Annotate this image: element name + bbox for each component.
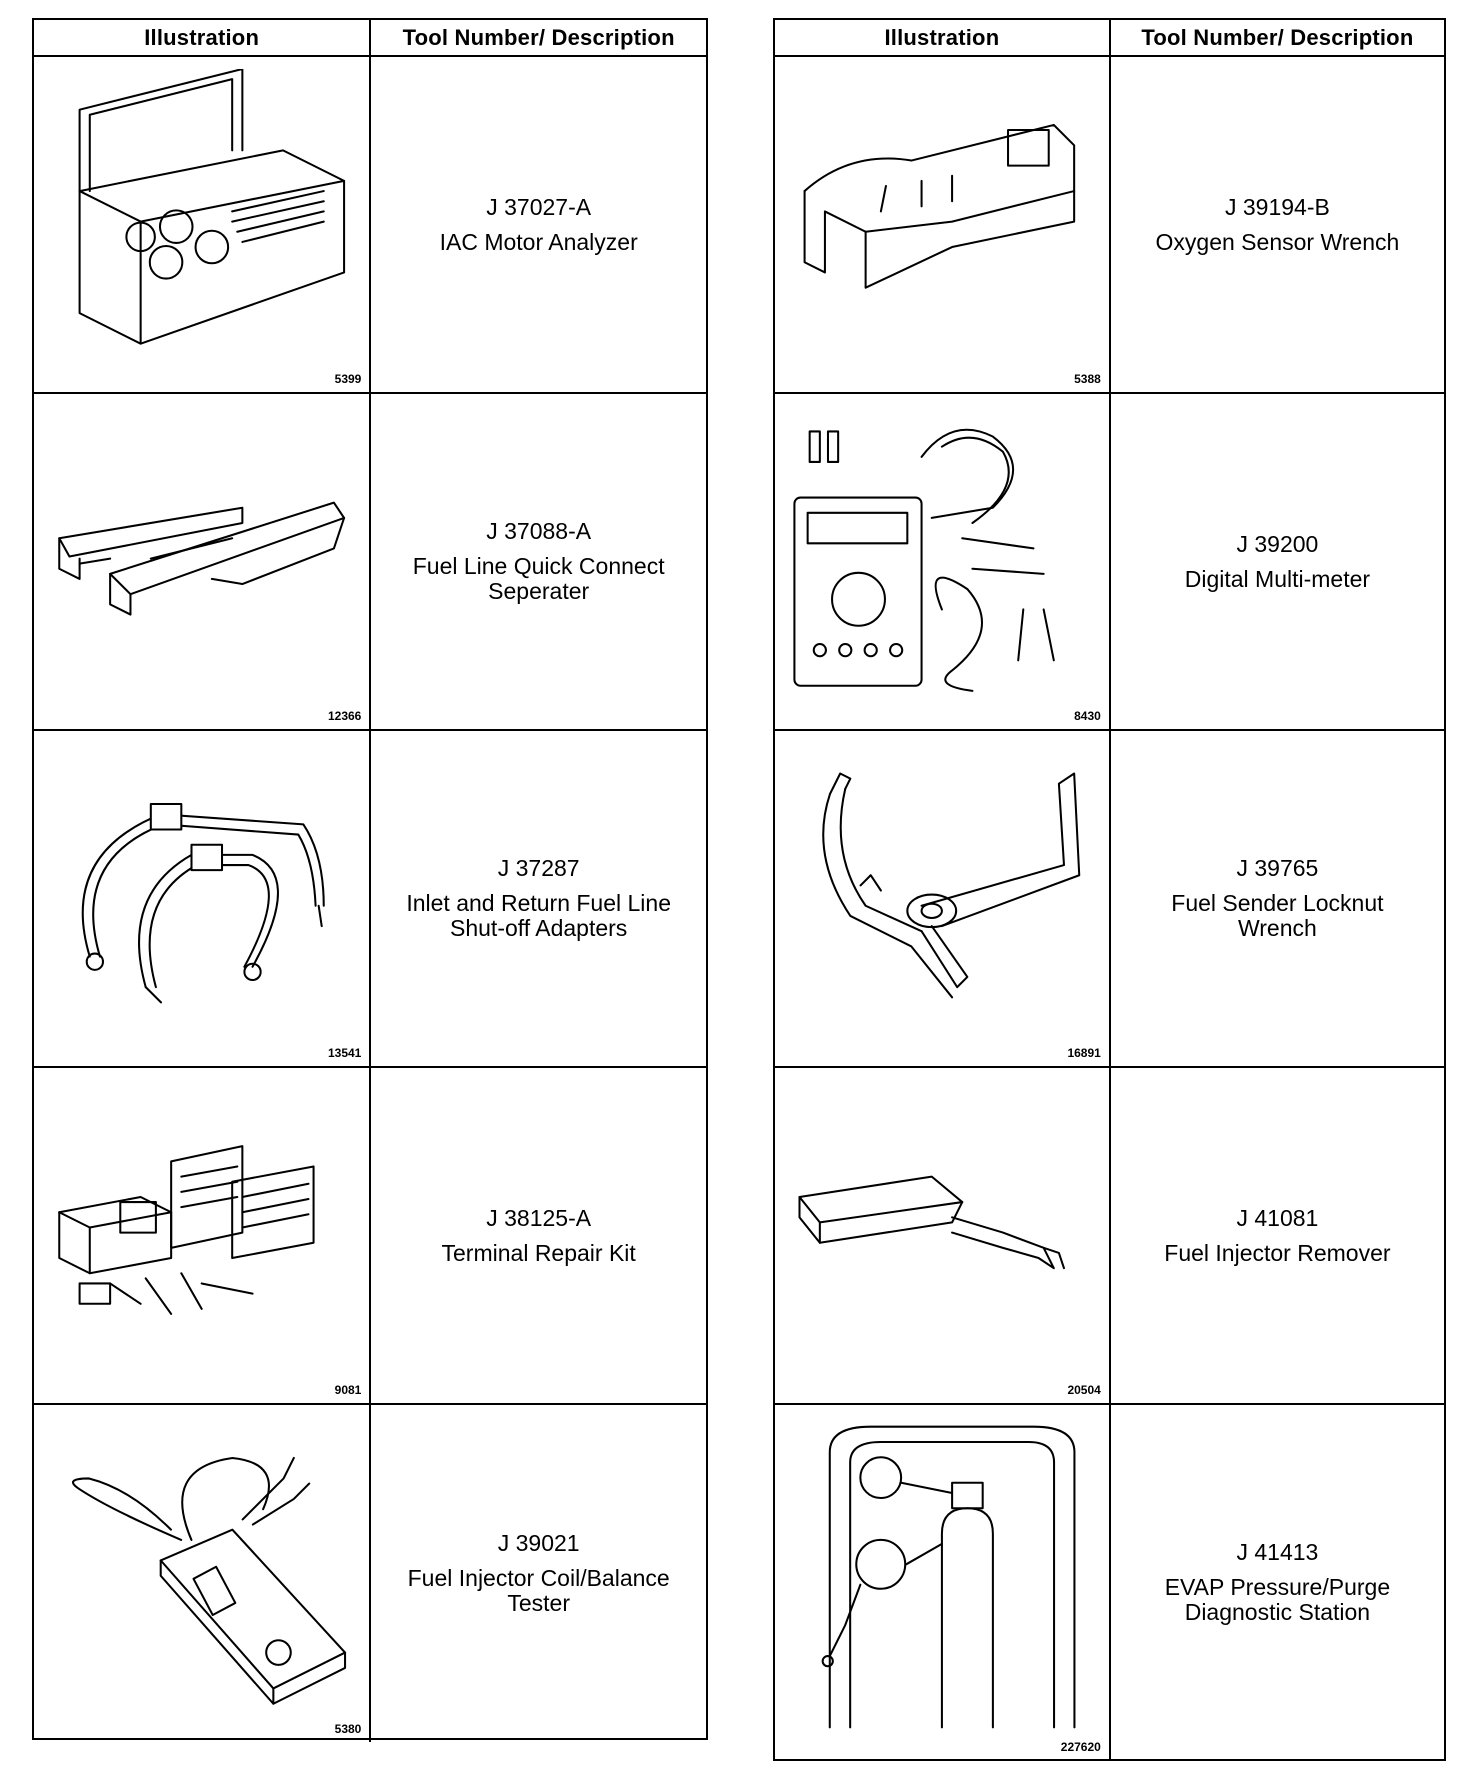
illustration-cell (775, 394, 1111, 729)
illustration-cell (775, 57, 1111, 392)
tool-case-icon (48, 69, 355, 364)
description-cell (371, 1405, 706, 1742)
tool-description: Oxygen Sensor Wrench (1155, 228, 1400, 255)
tool-description: EVAP Pressure/Purge Diagnostic Station (1164, 1574, 1391, 1625)
tool-number: J 39021 (497, 1530, 580, 1556)
tool-number: J 37287 (497, 855, 580, 881)
injector-remover-icon (789, 1080, 1095, 1375)
tool-number: J 41413 (1236, 1539, 1319, 1565)
figure-number: 5380 (334, 1722, 362, 1736)
tool-description: Terminal Repair Kit (441, 1239, 636, 1266)
illustration-cell (34, 57, 371, 392)
evap-station-icon (789, 1417, 1095, 1732)
tool-description: Digital Multi-meter (1184, 565, 1371, 592)
table-header (34, 20, 706, 57)
table-row (775, 57, 1444, 394)
illustration-cell (775, 731, 1111, 1066)
injector-tester-icon (48, 1417, 355, 1714)
tool-table-left (32, 18, 708, 1740)
description-cell (371, 57, 706, 392)
table-row (34, 731, 706, 1068)
figure-number: 12366 (327, 709, 362, 723)
table-row (34, 57, 706, 394)
table-row (34, 1068, 706, 1405)
illustration-cell (34, 1068, 371, 1403)
separator-tool-icon (48, 406, 355, 701)
figure-number: 9081 (334, 1383, 362, 1397)
table-row (775, 394, 1444, 731)
illustration-cell (775, 1405, 1111, 1760)
header-tool-description: Tool Number/ Description (1141, 24, 1414, 50)
description-cell (371, 1068, 706, 1403)
figure-number: 13541 (327, 1046, 362, 1060)
tool-number: J 41081 (1236, 1204, 1319, 1231)
figure-number: 20504 (1067, 1383, 1101, 1397)
tool-number: J 37027-A (486, 193, 592, 220)
tool-description: Fuel Sender Locknut Wrench (1171, 890, 1384, 941)
description-cell (371, 731, 706, 1066)
tool-number: J 39765 (1236, 855, 1319, 881)
table-row (775, 1405, 1444, 1760)
terminal-repair-kit-icon (48, 1080, 355, 1375)
figure-number: 8430 (1074, 709, 1101, 723)
header-illustration: Illustration (34, 20, 371, 55)
fuel-hose-adapter-icon (48, 743, 355, 1038)
tool-number: J 37088-A (486, 518, 592, 544)
description-cell (1111, 394, 1444, 729)
figure-number: 5399 (334, 372, 362, 386)
locknut-wrench-icon (789, 743, 1095, 1038)
description-cell (1111, 1068, 1444, 1403)
tool-number: J 38125-A (486, 1204, 592, 1231)
header-illustration: Illustration (775, 20, 1111, 55)
illustration-cell (34, 1405, 371, 1742)
multimeter-icon (789, 406, 1095, 701)
tool-number: J 39200 (1236, 530, 1319, 557)
description-cell (1111, 731, 1444, 1066)
tool-number: J 39194-B (1224, 193, 1330, 220)
tool-description: Fuel Line Quick Connect Seperater (412, 553, 665, 604)
tool-table-right (773, 18, 1446, 1761)
tool-description: Inlet and Return Fuel Line Shut-off Adapters (406, 890, 671, 941)
description-cell (371, 394, 706, 729)
illustration-cell (775, 1068, 1111, 1403)
tool-description: Fuel Injector Remover (1164, 1239, 1391, 1266)
oxygen-sensor-wrench-icon (789, 69, 1095, 364)
table-row (34, 394, 706, 731)
figure-number: 227620 (1060, 1740, 1101, 1754)
description-cell (1111, 1405, 1444, 1760)
illustration-cell (34, 731, 371, 1066)
tool-description: Fuel Injector Coil/Balance Tester (407, 1565, 670, 1616)
illustration-cell (34, 394, 371, 729)
table-header (775, 20, 1444, 57)
header-tool-description: Tool Number/ Description (402, 24, 675, 50)
table-row (775, 731, 1444, 1068)
table-row (34, 1405, 706, 1742)
figure-number: 5388 (1074, 372, 1101, 386)
table-row (775, 1068, 1444, 1405)
description-cell (1111, 57, 1444, 392)
figure-number: 16891 (1067, 1046, 1101, 1060)
tool-description: IAC Motor Analyzer (439, 228, 638, 255)
